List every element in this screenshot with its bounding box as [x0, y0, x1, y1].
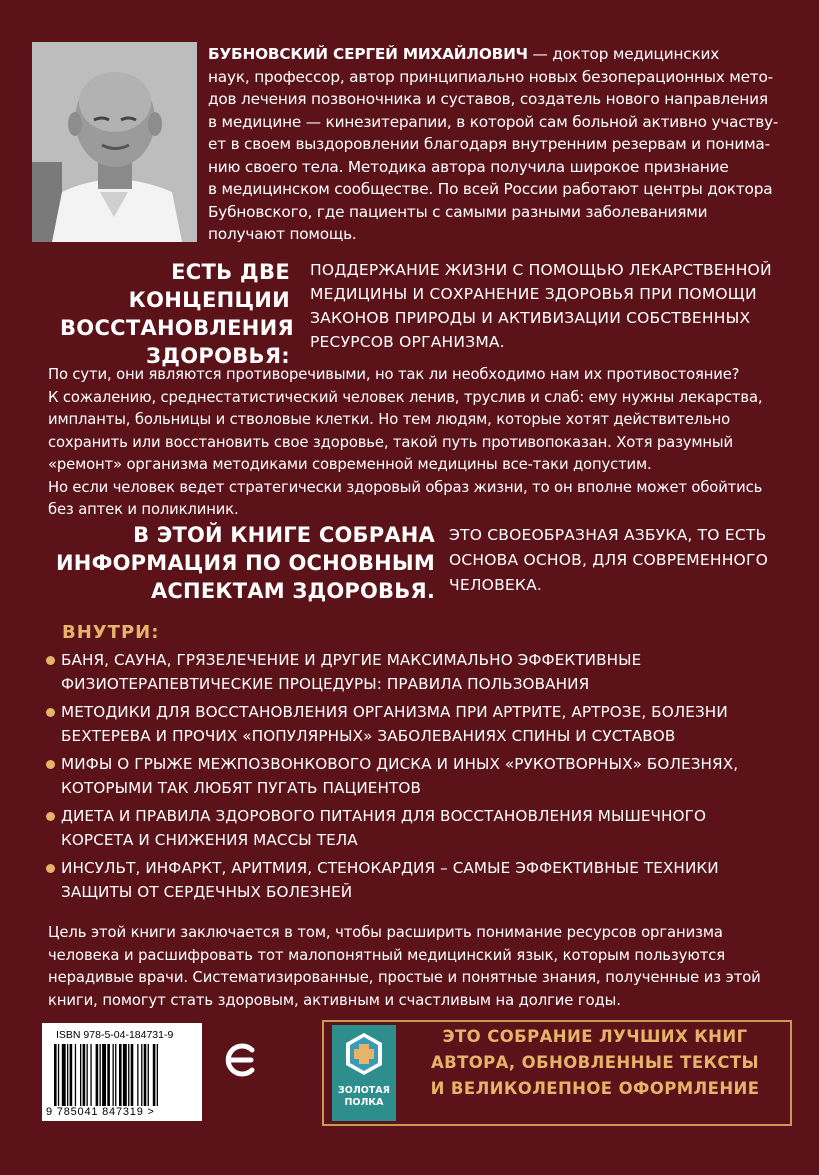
author-photo	[32, 42, 197, 242]
barcode	[42, 1023, 202, 1121]
barcode-number: 9 785041 847319 >	[46, 1106, 155, 1118]
bio-line: в медицине — кинезитерапии, в которой сам больной активно участву-	[208, 112, 779, 131]
author-portrait-icon	[32, 42, 197, 242]
book-heading: В ЭТОЙ КНИГЕ СОБРАНА ИНФОРМАЦИЯ ПО ОСНОВНЫМ АСПЕКТАМ ЗДОРОВЬЯ.	[56, 523, 435, 603]
book-text: ЭТО СВОЕОБРАЗНАЯ АЗБУКА, ТО ЕСТЬ ОСНОВА ОСНОВ, ДЛЯ СОВРЕМЕННОГО ЧЕЛОВЕКА.	[449, 526, 768, 594]
golden-shelf-badge: ЗОЛОТАЯ ПОЛКА	[332, 1025, 396, 1121]
bio-line: наук, профессор, автор принципиально новых безоперационных мето-	[208, 67, 773, 86]
bio-line: БУБНОВСКИЙ СЕРГЕЙ МИХАЙЛОВИЧ — доктор медицинских	[208, 45, 720, 63]
concepts-heading: ЕСТЬ ДВЕ КОНЦЕПЦИИ ВОССТАНОВЛЕНИЯ ЗДОРОВЬЯ:	[60, 260, 295, 368]
promo-text: ЭТО СОБРАНИЕ ЛУЧШИХ КНИГ АВТОРА, ОБНОВЛЕННЫЕ ТЕКСТЫ И ВЕЛИКОЛЕПНОЕ ОФОРМЛЕНИЕ	[430, 1027, 760, 1098]
bullet-icon	[46, 708, 55, 717]
closing-paragraph: Цель этой книги заключается в том, чтобы расширить понимание ресурсов организма человека и расшифровать тот малопонятный медицинский язык, которым пользуются нерадивые врачи. Систематизированные, простые и понятные знания, полученные из этой книги, помогут стать здоровым, активным и счастливым на долгие годы.	[48, 924, 761, 1009]
intro-paragraph: По сути, они являются противоречивыми, но так ли необходимо нам их противостояние? К сожалению, среднестатистический человек ленив, труслив и слаб: ему нужны лекарства, импланты, больницы и стволовые клетки. Но тем людям, которые хотят действительно сохранить или восстановить свое здоровье, такой путь противопоказан. Хотя разумный «ремонт» организма методиками современной медицины все-таки допустим. Но если человек ведет стратегически здоровый образ жизни, то он вполне может обойтись без аптек и поликлиник.	[48, 366, 763, 518]
author-name: БУБНОВСКИЙ СЕРГЕЙ МИХАЙЛОВИЧ	[208, 45, 528, 63]
bullet-icon	[46, 812, 55, 821]
barcode-bars-icon	[54, 1044, 190, 1106]
bio-line: в медицинском сообществе. По всей России работают центры доктора	[208, 180, 773, 198]
bullet-icon	[46, 760, 55, 769]
bio-line: Бубновского, где пациенты с самыми разными заболеваниями	[208, 202, 708, 221]
bio-line: получают помощь.	[208, 225, 357, 243]
bullet-icon	[46, 864, 55, 873]
bio-line: нию своего тела. Методика автора получила широкое признание	[208, 157, 729, 176]
author-bio	[208, 43, 788, 246]
bio-line: ет в своем выздоровлении благодаря внутренним резервам и понима-	[208, 135, 770, 153]
bullet-icon	[46, 656, 55, 665]
concepts-text: ПОДДЕРЖАНИЕ ЖИЗНИ С ПОМОЩЬЮ ЛЕКАРСТВЕННОЙ МЕДИЦИНЫ И СОХРАНЕНИЕ ЗДОРОВЬЯ ПРИ ПОМОЩИ ЗАКОНОВ ПРИРОДЫ И АКТИВИЗАЦИИ СОБСТВЕННЫХ РЕСУРСОВ ОРГАНИЗМА.	[310, 261, 772, 351]
medical-cross-icon	[332, 1027, 396, 1085]
isbn-label: ISBN 978-5-04-184731-9	[56, 1029, 174, 1041]
publisher-logo-icon	[222, 1040, 258, 1080]
inside-title: ВНУТРИ:	[62, 622, 160, 643]
bio-line: дов лечения позвоночника и суставов, создатель нового направления	[208, 90, 768, 108]
